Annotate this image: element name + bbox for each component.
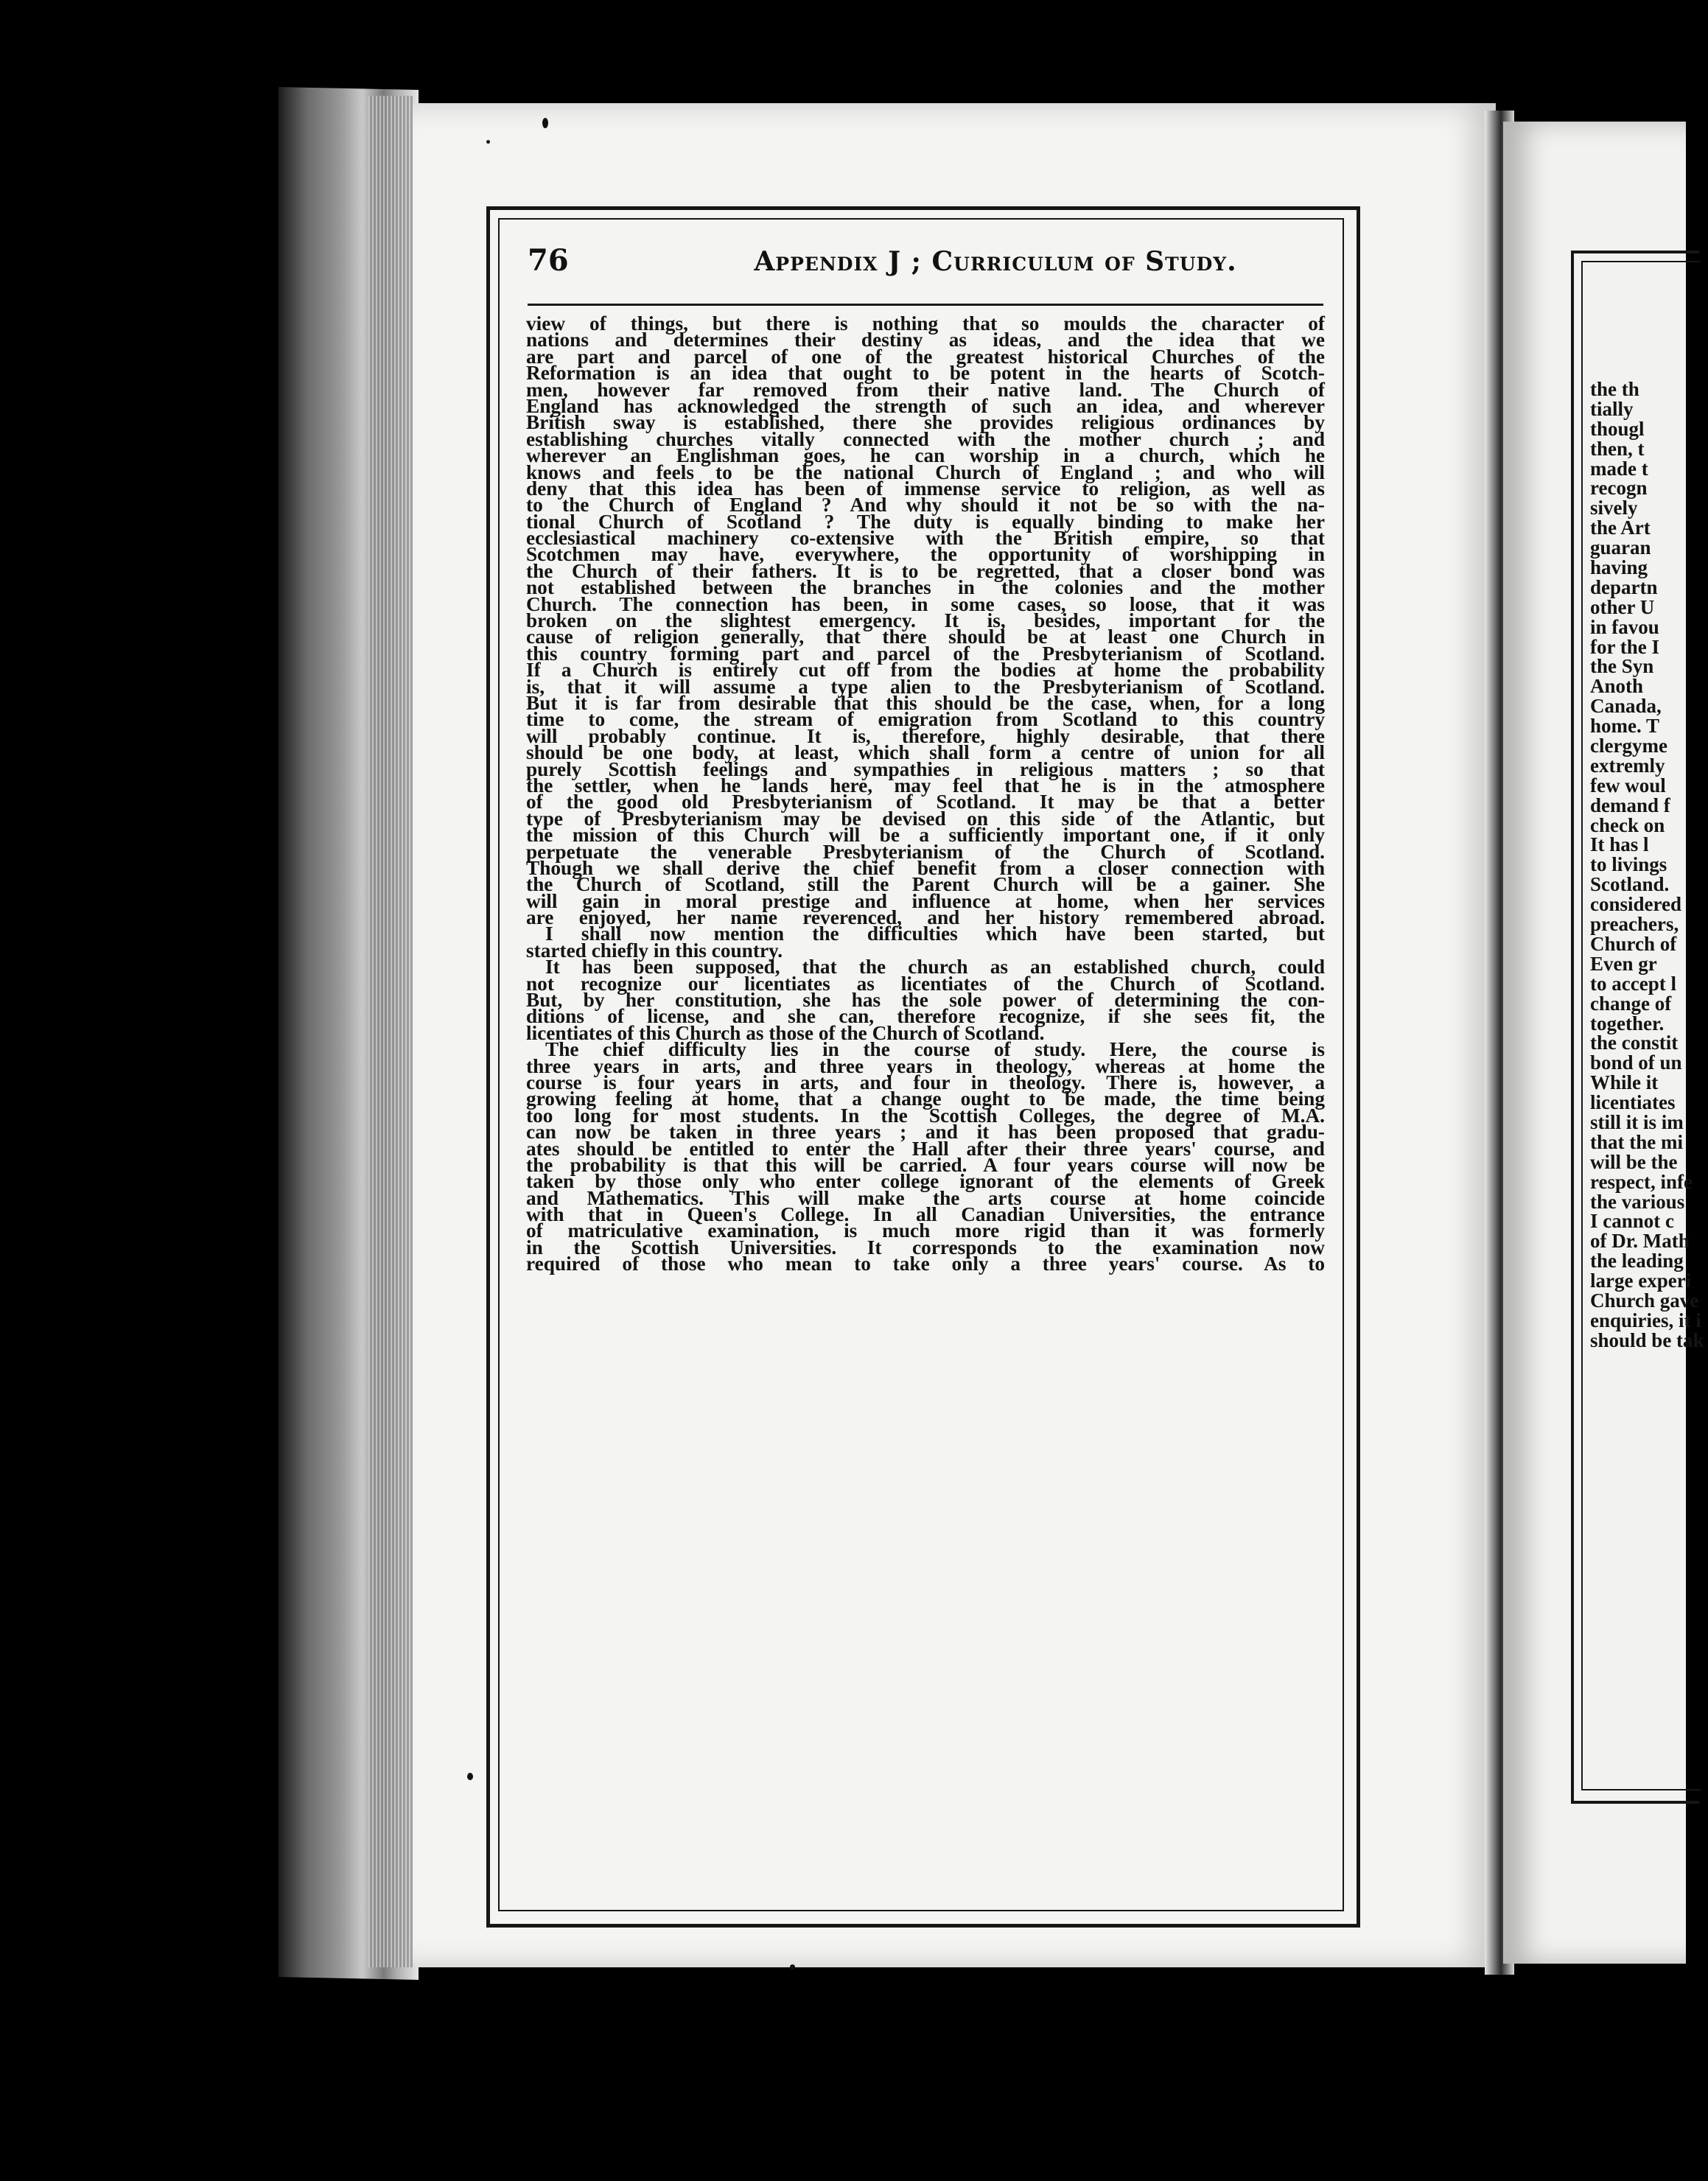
right-page-line: recogn xyxy=(1590,477,1648,500)
text-line: with that in Queen's College. In all Canadian Universities, the entrance xyxy=(526,1203,1325,1226)
right-page-line: other U xyxy=(1590,595,1655,618)
right-page-line: Even gr xyxy=(1590,952,1657,975)
text-line: It has been supposed, that the church as an established church, could xyxy=(545,956,1325,979)
right-page-line: licentiates xyxy=(1590,1091,1676,1114)
right-page-line: bond of un xyxy=(1590,1051,1682,1074)
text-line: this country forming part and parcel of the Presbyterianism of Scotland. xyxy=(526,642,1325,665)
text-line: three years in arts, and three years in theology, whereas at home the xyxy=(526,1054,1325,1077)
right-page-line: then, t xyxy=(1590,437,1645,460)
ink-speck xyxy=(467,1773,473,1780)
right-page-line: in favou xyxy=(1590,615,1659,638)
ink-speck xyxy=(790,1964,795,1970)
text-line: cause of religion generally, that there should be at least one Church in xyxy=(526,626,1325,648)
text-line: of the good old Presbyterianism of Scotland. It may be that a better xyxy=(526,791,1325,813)
right-page-line: still it is im xyxy=(1590,1110,1684,1133)
text-line: ditions of license, and she can, therefore recognize, if she sees fit, the xyxy=(526,1005,1325,1028)
text-line: If a Church is entirely cut off from the bodies at home the probability xyxy=(526,659,1325,682)
header-rule xyxy=(528,304,1323,306)
page-edges xyxy=(368,96,413,1967)
text-line: will probably continue. It is, therefore, highly desirable, that there xyxy=(526,724,1325,747)
text-line: nations and determines their destiny as ideas, and the idea that we xyxy=(526,329,1325,351)
text-line: But, by her constitution, she has the sole power of determining the con- xyxy=(526,989,1325,1012)
right-page-text xyxy=(1590,379,1708,1351)
text-line: are part and parcel of one of the greatest historical Churches of the xyxy=(526,345,1325,368)
right-page-line: having xyxy=(1590,556,1648,579)
text-line: not established between the branches in the colonies and the mother xyxy=(526,576,1325,599)
text-line: in the Scottish Universities. It corresponds to the examination now xyxy=(526,1236,1325,1258)
text-line: are enjoyed, her name reverenced, and her history remembered abroad. xyxy=(526,906,1325,929)
text-line: But it is far from desirable that this should be the case, when, for a long xyxy=(526,691,1325,714)
text-line: knows and feels to be the national Church of England ; and who will xyxy=(526,461,1325,483)
right-page-line: Scotland. xyxy=(1590,873,1670,896)
right-page-line: Church of xyxy=(1590,932,1677,955)
right-page-line: thougl xyxy=(1590,417,1645,440)
right-page-line: made t xyxy=(1590,457,1648,480)
body-text xyxy=(526,312,1325,1275)
right-page-line: demand f xyxy=(1590,794,1670,816)
text-line: the mission of this Church will be a sufficiently important one, if it only xyxy=(526,824,1325,847)
ink-speck xyxy=(486,140,490,144)
right-page-line: check on xyxy=(1590,813,1665,836)
text-line: to the Church of England ? And why should it not be so with the na- xyxy=(526,494,1325,517)
right-page-line: the various xyxy=(1590,1190,1685,1213)
right-page-line: the th xyxy=(1590,378,1639,400)
right-page-line: respect, infe xyxy=(1590,1170,1693,1193)
right-page-line: considered xyxy=(1590,893,1682,916)
right-page-line: Anoth xyxy=(1590,675,1644,698)
text-line: can now be taken in three years ; and it has been proposed that gradu- xyxy=(526,1121,1325,1144)
right-page-line: home. T xyxy=(1590,715,1660,738)
page-number: 76 xyxy=(528,243,569,278)
text-line: should be one body, at least, which shall form a centre of union for all xyxy=(526,741,1325,764)
text-line: ecclesiastical machinery co-extensive with the British empire, so that xyxy=(526,527,1325,550)
right-page-line: should be tak xyxy=(1590,1328,1704,1351)
right-page-line: It has l xyxy=(1590,833,1649,856)
text-line: started chiefly in this country. xyxy=(526,939,783,962)
right-page-line: departn xyxy=(1590,575,1658,598)
text-line: is, that it will assume a type alien to the Presbyterianism of Scotland. xyxy=(526,675,1325,698)
right-page-line: to livings xyxy=(1590,853,1667,876)
text-line: course is four years in arts, and four in theology. There is, however, a xyxy=(526,1071,1325,1093)
right-page-line: enquiries, it i xyxy=(1590,1309,1701,1331)
text-line: required of those who mean to take only a three years' course. As to xyxy=(526,1253,1325,1275)
text-line: view of things, but there is nothing that so moulds the character of xyxy=(526,312,1325,335)
right-page-line: sively xyxy=(1590,497,1638,519)
text-line: the Church of Scotland, still the Parent Church will be a gainer. She xyxy=(526,873,1325,896)
text-line: the Church of their fathers. It is to be regretted, that a closer bond was xyxy=(526,559,1325,582)
right-page-line: that the mi xyxy=(1590,1130,1683,1153)
right-page-line: While it xyxy=(1590,1071,1659,1094)
text-line: establishing churches vitally connected with the mother church ; and xyxy=(526,427,1325,450)
text-line: ates should be entitled to enter the Hall after their three years' course, and xyxy=(526,1137,1325,1160)
text-line: British sway is established, there she provides religious ordinances by xyxy=(526,411,1325,434)
text-line: tional Church of Scotland ? The duty is equally binding to make her xyxy=(526,510,1325,533)
text-line: The chief difficulty lies in the course of study. Here, the course is xyxy=(545,1038,1325,1061)
right-page-line: clergyme xyxy=(1590,735,1667,757)
text-line: Reformation is an idea that ought to be potent in the hearts of Scotch- xyxy=(526,362,1325,385)
text-line: perpetuate the venerable Presbyterianism of the Church of Scotland. xyxy=(526,840,1325,863)
text-line: wherever an Englishman goes, he can worship in a church, which he xyxy=(526,444,1325,467)
right-page-line: guaran xyxy=(1590,536,1651,559)
text-line: type of Presbyterianism may be devised on this side of the Atlantic, but xyxy=(526,807,1325,830)
right-page-line: Canada, xyxy=(1590,695,1662,718)
right-page-line: extremly xyxy=(1590,754,1665,777)
text-line: not recognize our licentiates as licentiates of the Church of Scotland. xyxy=(526,972,1325,995)
right-page-line: of Dr. Math xyxy=(1590,1230,1690,1253)
text-line: taken by those only who enter college ignorant of the elements of Greek xyxy=(526,1170,1325,1193)
right-page-line: preachers, xyxy=(1590,913,1679,936)
text-line: the probability is that this will be carried. A four years course will now be xyxy=(526,1153,1325,1176)
right-page-line: will be the xyxy=(1590,1150,1678,1173)
right-page-line: the Art xyxy=(1590,517,1651,539)
text-line: licentiates of this Church as those of the Church of Scotland. xyxy=(526,1021,1045,1044)
right-page-line: Church gave xyxy=(1590,1289,1699,1312)
text-line: growing feeling at home, that a change ought to be made, the time being xyxy=(526,1088,1325,1110)
text-line: of matriculative examination, is much more rigid than it was formerly xyxy=(526,1219,1325,1242)
text-line: I shall now mention the difficulties which have been started, but xyxy=(545,923,1325,945)
text-line: deny that this idea has been of immense service to religion, as well as xyxy=(526,477,1325,500)
right-page-line: large experi xyxy=(1590,1270,1692,1292)
right-page-line: to accept l xyxy=(1590,972,1676,995)
text-line: Though we shall derive the chief benefit from a closer connection with xyxy=(526,856,1325,879)
right-page-line: for the I xyxy=(1590,635,1659,658)
ink-speck xyxy=(542,118,548,128)
right-page-line: I cannot c xyxy=(1590,1210,1674,1233)
text-line: Scotchmen may have, everywhere, the opportunity of worshipping in xyxy=(526,543,1325,566)
text-line: time to come, the stream of emigration from Scotland to this country xyxy=(526,708,1325,731)
right-page-line: together. xyxy=(1590,1012,1665,1035)
right-page-line: few woul xyxy=(1590,774,1666,797)
right-page-line: change of xyxy=(1590,992,1672,1015)
text-line: purely Scottish feelings and sympathies in religious matters ; so that xyxy=(526,757,1325,780)
text-line: will gain in moral prestige and influence at home, when her services xyxy=(526,889,1325,912)
text-line: the settler, when he lands here, may feel that he is in the atmosphere xyxy=(526,774,1325,797)
text-line: England has acknowledged the strength of such an idea, and wherever xyxy=(526,394,1325,417)
page-header xyxy=(528,237,1323,296)
right-page-line: the Syn xyxy=(1590,655,1654,678)
right-page-line: the leading xyxy=(1590,1250,1684,1272)
text-line: too long for most students. In the Scottish Colleges, the degree of M.A. xyxy=(526,1104,1325,1127)
right-page-line: the constit xyxy=(1590,1032,1679,1054)
right-page-line: tially xyxy=(1590,397,1634,420)
text-line: Church. The connection has been, in some cases, so loose, that it was xyxy=(526,592,1325,615)
text-line: broken on the slightest emergency. It is, besides, important for the xyxy=(526,609,1325,632)
running-head: Appendix J ; Curriculum of Study. xyxy=(754,246,1237,277)
text-line: men, however far removed from their native land. The Church of xyxy=(526,378,1325,401)
text-line: and Mathematics. This will make the arts course at home coincide xyxy=(526,1186,1325,1209)
